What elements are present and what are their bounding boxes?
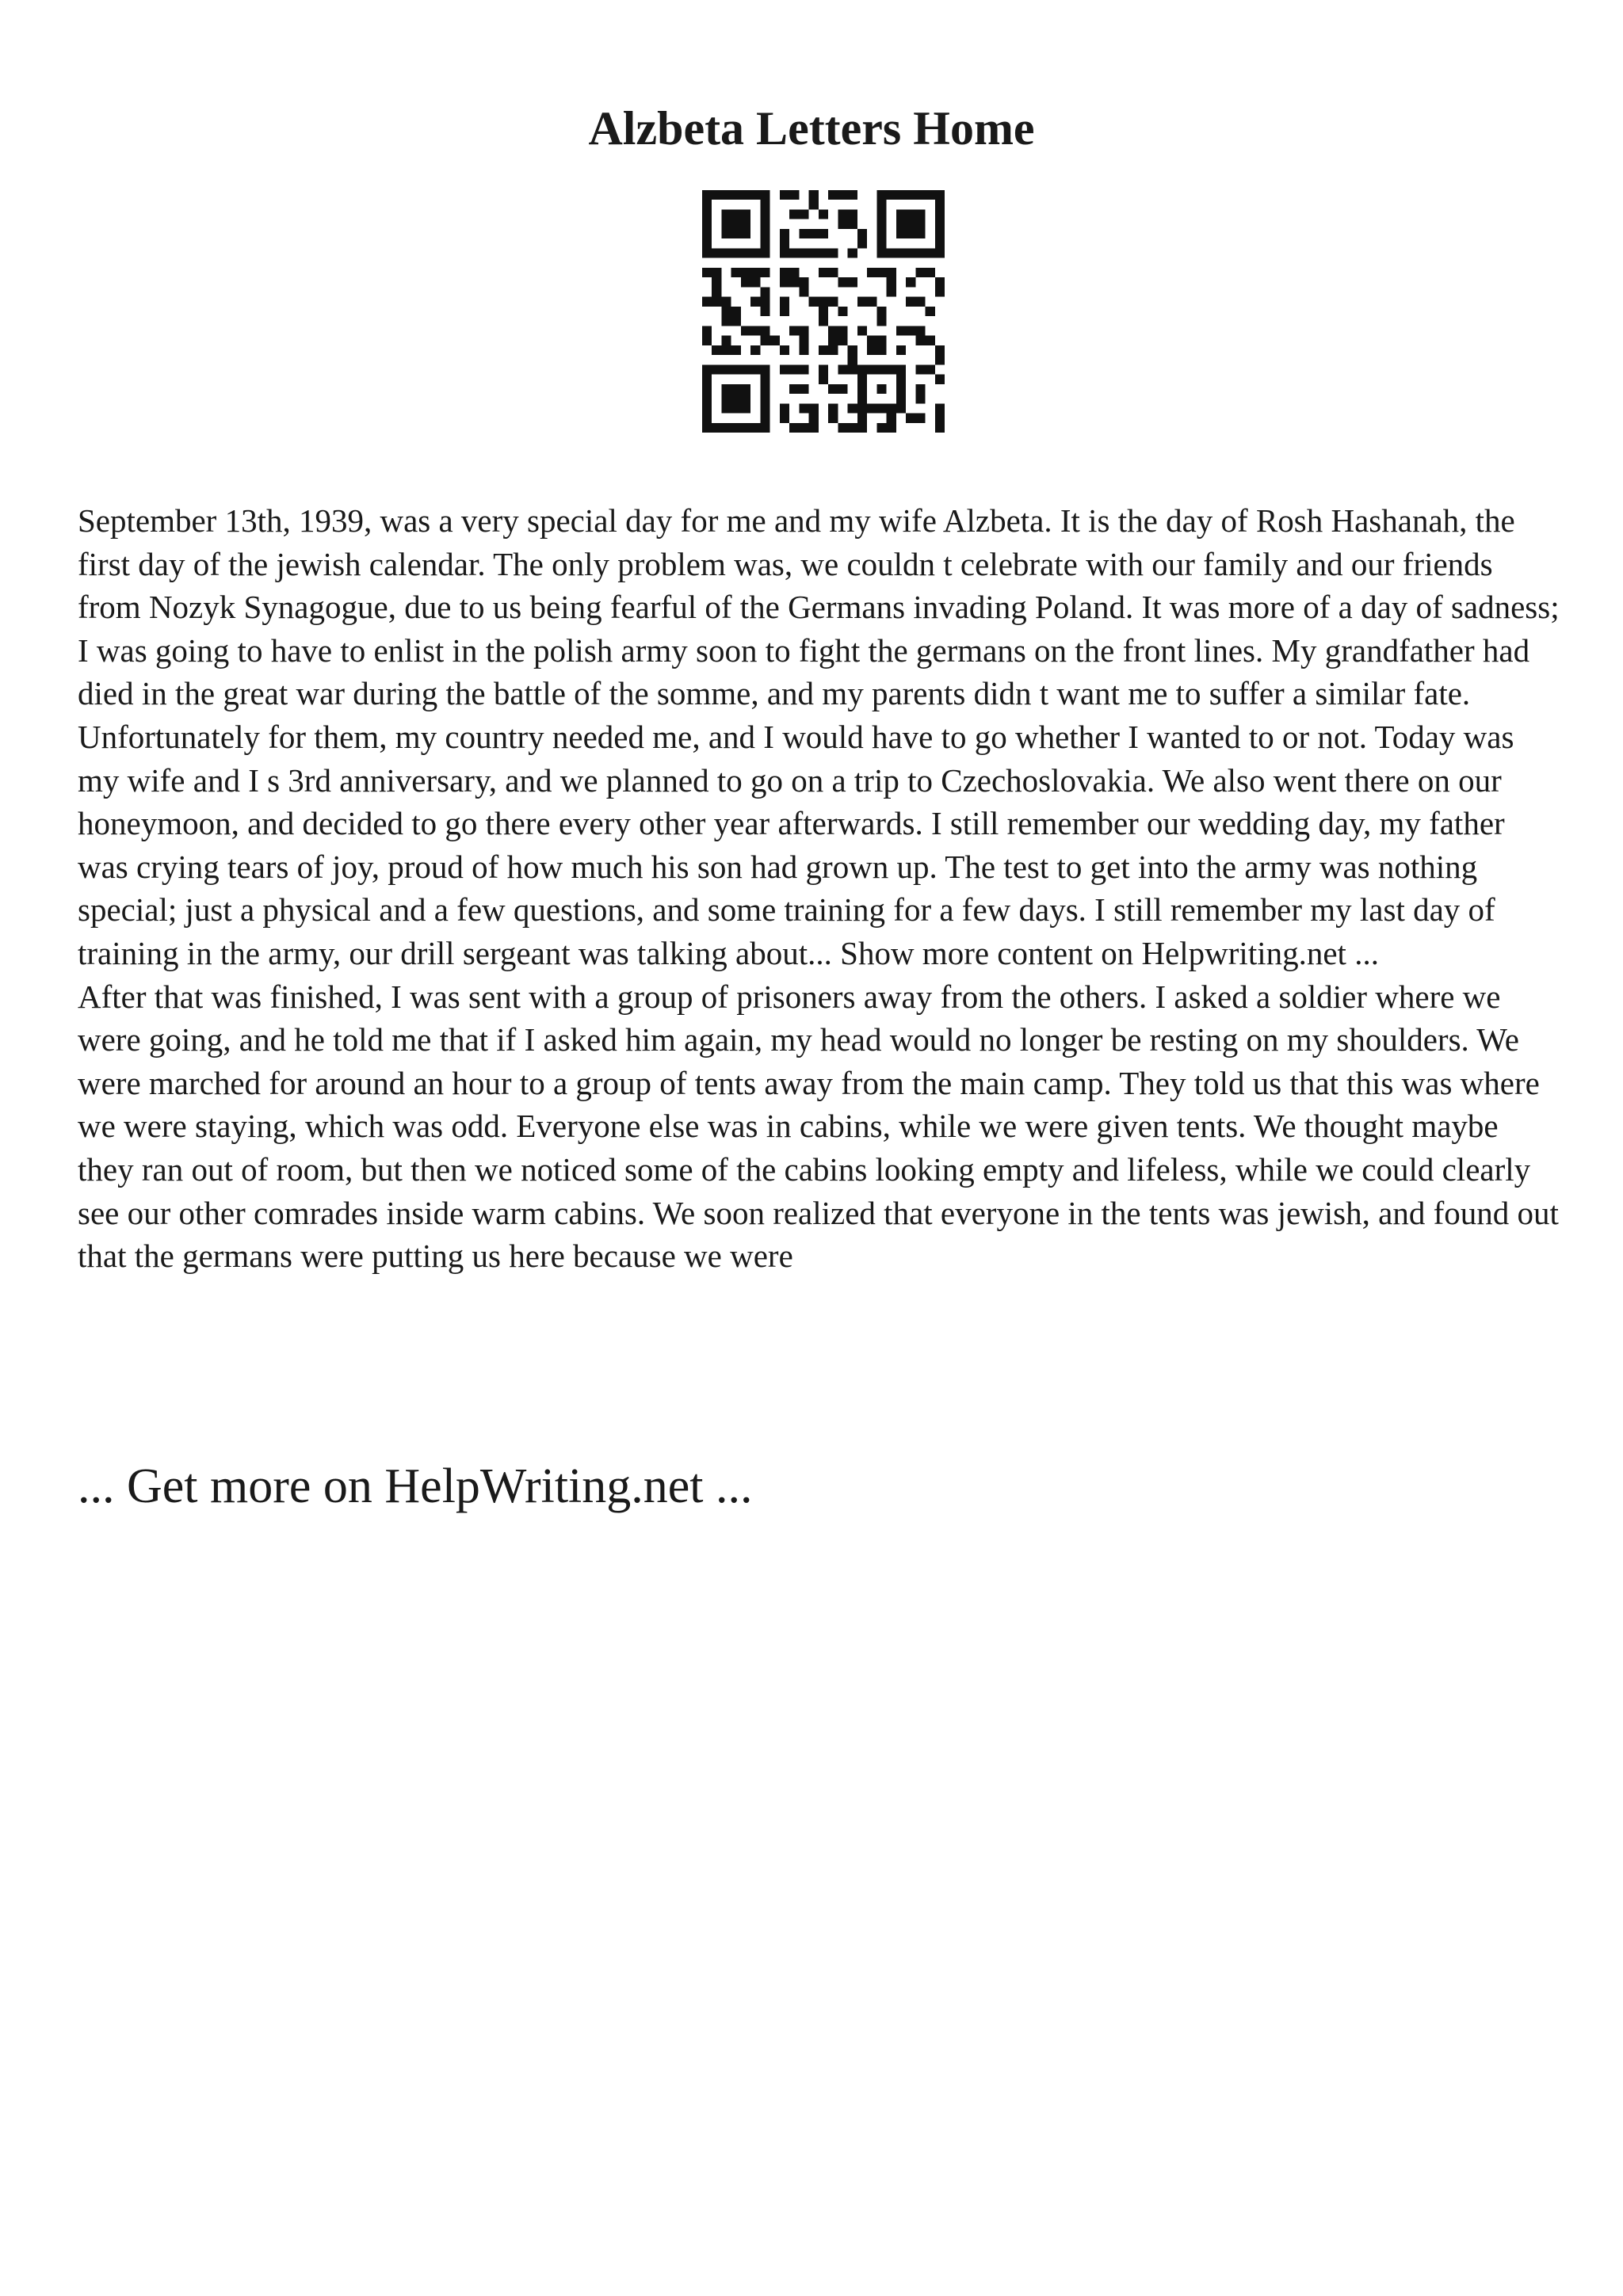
paragraph: After that was finished, I was sent with a group of prisoners away from the others. I asked a soldier where we were going, and he told me that if I asked him again, my head would no longer be resting on my shoulders. We were marched for around an hour to a group of tents away from the main camp. They told us that this was where we were staying, which was odd. Everyone else was in cabins, while we were given tents. We thought maybe they ran out of room, but then we noticed some of the cabins looking empty and lifeless, while we could clearly see our other comrades inside warm cabins. We soon realized that everyone in the tents was jewish, and found out that the germans were putting us here because we were xyxy=(78,978,1559,1275)
paragraph: September 13th, 1939, was a very special day for me and my wife Alzbeta. It is the day of Rosh Hashanah, the first day of the jewish calendar. The only problem was, we couldn t celebrate with our family and our friends from Nozyk Synagogue, due to us being fearful of the Germans invading Poland. It was more of a day of sadness; I was going to have to enlist in the polish army soon to fight the germans on the front lines. My grandfather had died in the great war during the battle of the somme, and my parents didn t want me to suffer a similar fate. Unfortunately for them, my country needed me, and I would have to go whether I wanted to or not. Today was my wife and I s 3rd anniversary, and we planned to go on a trip to Czechoslovakia. We also went there on our honeymoon, and decided to go there every other year afterwards. I still remember our wedding day, my father was crying tears of joy, proud of how much his son had grown up. The test to get into the army was nothing special; just a physical and a few questions, and some training for a few days. I still remember my last day of training in the army, our drill sergeant was talking about... Show more content on Helpwriting.net ... xyxy=(78,502,1560,971)
qr-code-icon xyxy=(702,190,945,433)
document-title: Alzbeta Letters Home xyxy=(588,102,1035,154)
get-more-link[interactable]: ... Get more on HelpWriting.net ... xyxy=(78,1459,753,1513)
article-body xyxy=(78,499,1560,1278)
